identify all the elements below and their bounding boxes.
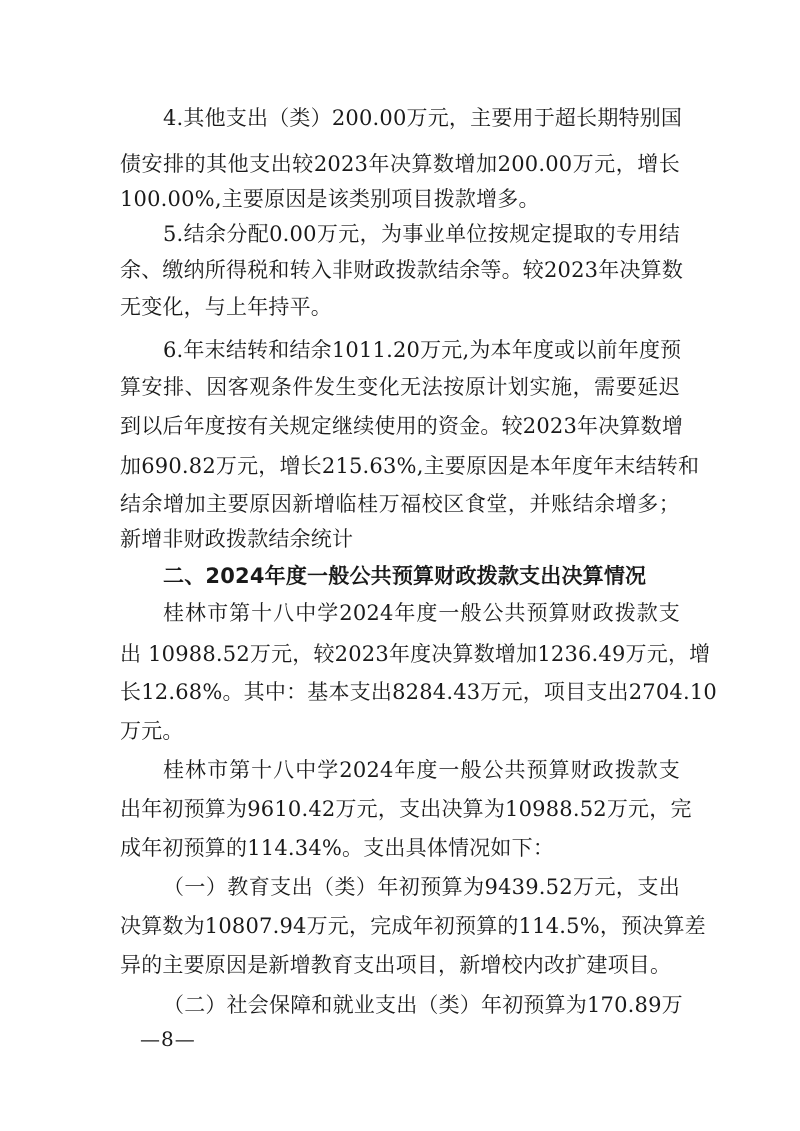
paragraph-line: 成年初预算的114.34%。支出具体情况如下： [120, 836, 555, 860]
paragraph-line: 100.00%,主要原因是该类别项目拨款增多。 [120, 187, 540, 211]
paragraph-line: 6.年末结转和结余1011.20万元,为本年度或以前年度预 [163, 338, 682, 362]
paragraph-line: 决算数为10807.94万元，完成年初预算的114.5%，预决算差 [120, 914, 706, 938]
paragraph-line: 长12.68%。其中：基本支出8284.43万元，项目支出2704.10 [120, 680, 717, 704]
paragraph-line: 加690.82万元，增长215.63%,主要原因是本年度年末结转和 [120, 454, 700, 478]
paragraph-line: 债安排的其他支出较2023年决算数增加200.00万元，增长 [120, 152, 680, 176]
paragraph-line: 5.结余分配0.00万元，为事业单位按规定提取的专用结 [163, 222, 680, 246]
page-number: —8— [140, 1027, 196, 1051]
paragraph-line: 无变化，与上年持平。 [120, 295, 332, 319]
paragraph-line: 出 10988.52万元，较2023年度决算数增加1236.49万元，增 [120, 642, 711, 666]
paragraph-line: 桂林市第十八中学2024年度一般公共预算财政拨款支 [163, 601, 680, 625]
paragraph-line: 出年初预算为9610.42万元，支出决算为10988.52万元，完 [120, 797, 692, 821]
paragraph-line: 余、缴纳所得税和转入非财政拨款结余等。较2023年决算数 [120, 258, 684, 282]
paragraph-line: 结余增加主要原因新增临桂万福校区食堂，并账结余增多； [120, 492, 680, 516]
paragraph-line: （一）教育支出（类）年初预算为9439.52万元，支出 [163, 875, 680, 899]
paragraph-line: 到以后年度按有关规定继续使用的资金。较2023年决算数增 [120, 414, 684, 438]
paragraph-line: 万元。 [120, 719, 184, 743]
paragraph-line: 4.其他支出（类）200.00万元，主要用于超长期特别国 [163, 106, 683, 130]
paragraph-line: （二）社会保障和就业支出（类）年初预算为170.89万 [163, 993, 683, 1017]
paragraph-line: 桂林市第十八中学2024年度一般公共预算财政拨款支 [163, 758, 680, 782]
paragraph-line: 新增非财政拨款结余统计 [120, 527, 354, 551]
section-heading: 二、2024年度一般公共预算财政拨款支出决算情况 [163, 564, 647, 588]
paragraph-line: 算安排、因客观条件发生变化无法按原计划实施，需要延迟 [120, 375, 680, 399]
paragraph-line: 异的主要原因是新增教育支出项目，新增校内改扩建项目。 [120, 953, 672, 977]
